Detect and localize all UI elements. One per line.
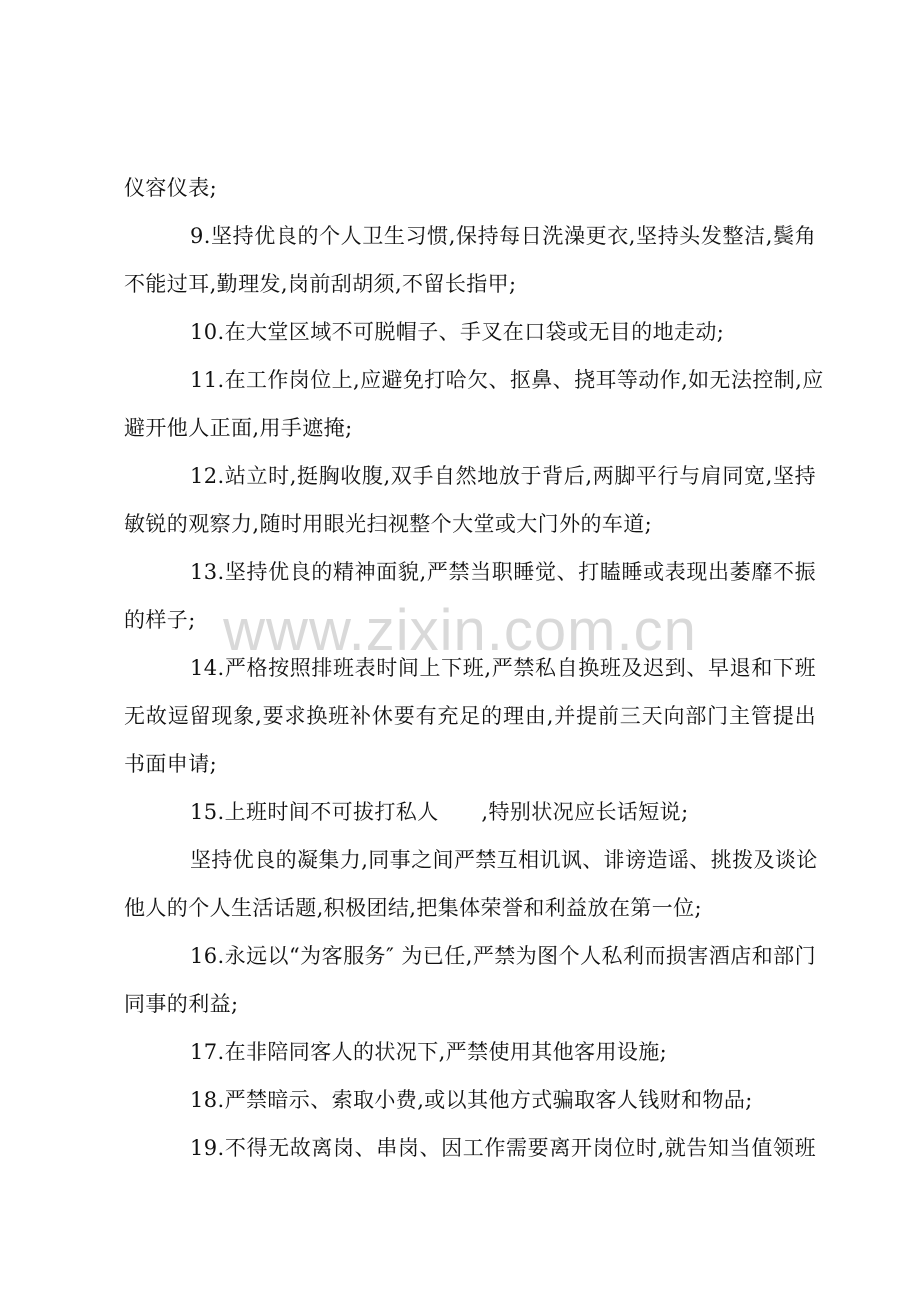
text-line: 10.在大堂区域不可脱帽子、手叉在口袋或无目的地走动; [190, 320, 725, 344]
text-line: 无故逗留现象,要求换班补休要有充足的理由,并提前三天向部门主管提出 [124, 704, 816, 728]
text-line: 避开他人正面,用手遮掩; [124, 416, 353, 440]
text-line: 16.永远以“为客服务″ 为已任,严禁为图个人私利而损害酒店和部门 [190, 944, 816, 968]
text-line: 不能过耳,勤理发,岗前刮胡须,不留长指甲; [124, 272, 517, 296]
text-line: 坚持优良的凝集力,同事之间严禁互相讥讽、诽谤造谣、挑拨及谈论 [190, 848, 818, 872]
text-line: 15.上班时间不可拔打私人 ,特别状况应长话短说; [190, 800, 689, 824]
document-body [124, 164, 824, 1172]
text-line: 11.在工作岗位上,应避免打哈欠、抠鼻、挠耳等动作,如无法控制,应 [190, 368, 824, 392]
text-line: 12.站立时,挺胸收腹,双手自然地放于背后,两脚平行与肩同宽,坚持 [190, 464, 816, 488]
text-line: 敏锐的观察力,随时用眼光扫视整个大堂或大门外的车道; [124, 512, 653, 536]
text-line: 9.坚持优良的个人卫生习惯,保持每日洗澡更衣,坚持头发整洁,鬓角 [190, 224, 816, 248]
text-line: 书面申请; [124, 752, 218, 776]
text-line: 他人的个人生活话题,积极团结,把集体荣誉和利益放在第一位; [124, 896, 703, 920]
watermark: www.zixin.com.cn [223, 598, 697, 663]
text-line: 同事的利益; [124, 992, 239, 1016]
text-line: 19.不得无故离岗、串岗、因工作需要离开岗位时,就告知当值领班 [190, 1136, 816, 1160]
text-line: 的样子; [124, 608, 196, 632]
text-line: 14.严格按照排班表时间上下班,严禁私自换班及迟到、早退和下班 [190, 656, 816, 680]
text-line: 18.严禁暗示、索取小费,或以其他方式骗取客人钱财和物品; [190, 1088, 753, 1112]
text-line: 仪容仪表; [124, 176, 218, 200]
text-line: 13.坚持优良的精神面貌,严禁当职睡觉、打瞌睡或表现出萎靡不振 [190, 560, 816, 584]
text-line: 17.在非陪同客人的状况下,严禁使用其他客用设施; [190, 1040, 668, 1064]
